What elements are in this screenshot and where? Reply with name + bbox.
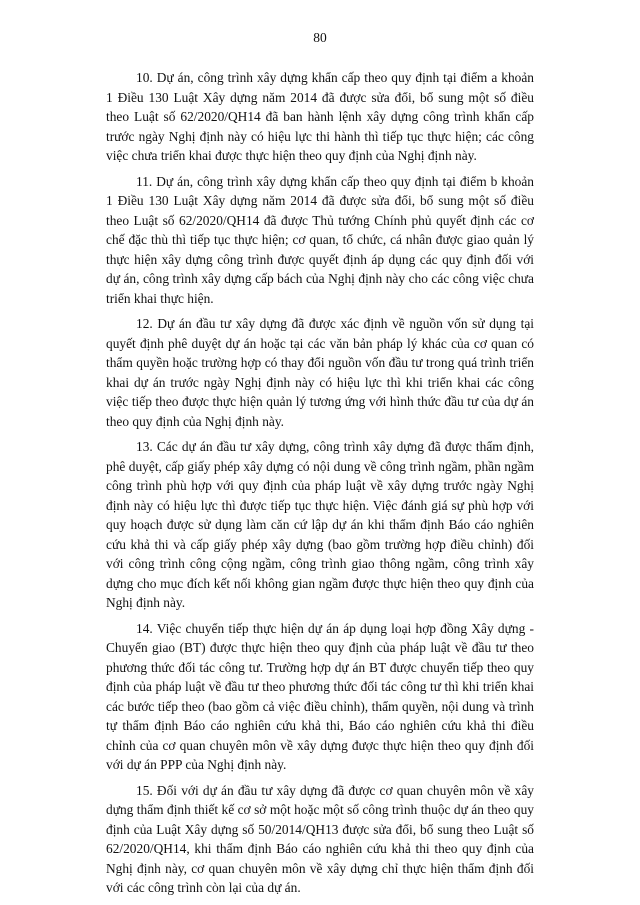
- document-body: [106, 68, 534, 904]
- paragraph-13: 13. Các dự án đầu tư xây dựng, công trình xây dựng đã được thẩm định, phê duyệt, cấp giấy phép xây dựng có nội dung về công trình ngầm, phần ngầm công trình phù hợp với quy định của pháp luật về xây dựng trước ngày Nghị định này có hiệu lực thì được tiếp tục thực hiện. Việc đánh giá sự phù hợp với quy hoạch được sử dụng làm căn cứ lập dự án khi thẩm định Báo cáo nghiên cứu khả thi và cấp giấy phép xây dựng (bao gồm trường hợp điều chỉnh) đối với công trình công cộng ngầm, công trình giao thông ngầm, công trình xây dựng cho mục đích kết nối không gian ngầm được thực hiện theo quy định của Nghị định này.: [106, 439, 534, 610]
- paragraph-12: 12. Dự án đầu tư xây dựng đã được xác định về nguồn vốn sử dụng tại quyết định phê duyệt dự án hoặc tại các văn bản pháp lý khác của cơ quan có thẩm quyền hoặc trường hợp có thay đổi nguồn vốn đầu tư trong quá trình triển khai dự án trước ngày Nghị định này có hiệu lực thì khi triển khai các công việc tiếp theo được thực hiện quản lý tương ứng với hình thức đầu tư của dự án theo quy định của Nghị định này.: [106, 316, 534, 429]
- paragraph-10: 10. Dự án, công trình xây dựng khẩn cấp theo quy định tại điểm a khoản 1 Điều 130 Luật Xây dựng năm 2014 đã được sửa đổi, bổ sung một số điều theo Luật số 62/2020/QH14 đã ban hành lệnh xây dựng công trình khẩn cấp trước ngày Nghị định này có hiệu lực thi hành thì tiếp tục thực hiện; các công việc chưa triển khai được thực hiện theo quy định của Nghị định này.: [106, 70, 534, 163]
- paragraph-14: 14. Việc chuyển tiếp thực hiện dự án áp dụng loại hợp đồng Xây dựng - Chuyển giao (BT) được thực hiện theo quy định của pháp luật về đầu tư theo phương thức đối tác công tư. Trường hợp dự án BT được chuyển tiếp theo quy định của pháp luật về đầu tư theo phương thức đối tác công tư thì khi triển khai các bước tiếp theo (bao gồm cả việc điều chỉnh), thẩm quyền, nội dung và trình tự thẩm định Báo cáo nghiên cứu khả thi, Báo cáo nghiên cứu khả thi điều chỉnh của cơ quan chuyên môn về xây dựng được thực hiện theo quy định đối với dự án PPP của Nghị định này.: [106, 620, 534, 772]
- paragraph-15: 15. Đối với dự án đầu tư xây dựng đã được cơ quan chuyên môn về xây dựng thẩm định thiết kế cơ sở một hoặc một số công trình thuộc dự án theo quy định của Luật Xây dựng số 50/2014/QH13 được sửa đổi, bổ sung theo Luật số 62/2020/QH14, khi thẩm định Báo cáo nghiên cứu khả thi theo quy định của Nghị định này, cơ quan chuyên môn về xây dựng chỉ thực hiện thẩm định đối với các công trình còn lại của dự án.: [106, 782, 534, 895]
- page-number: 80: [313, 30, 327, 45]
- paragraph-11: 11. Dự án, công trình xây dựng khẩn cấp theo quy định tại điểm b khoản 1 Điều 130 Luật Xây dựng năm 2014 đã được sửa đổi, bổ sung một số điều theo Luật số 62/2020/QH14 đã được Thủ tướng Chính phủ quyết định các cơ chế đặc thù thì tiếp tục thực hiện; cơ quan, tổ chức, cá nhân được giao quản lý thực hiện xây dựng công trình được quyết định áp dụng các quy định đối với dự án, công trình xây dựng cấp bách của Nghị định này cho các công việc chưa triển khai thực hiện.: [106, 173, 534, 306]
